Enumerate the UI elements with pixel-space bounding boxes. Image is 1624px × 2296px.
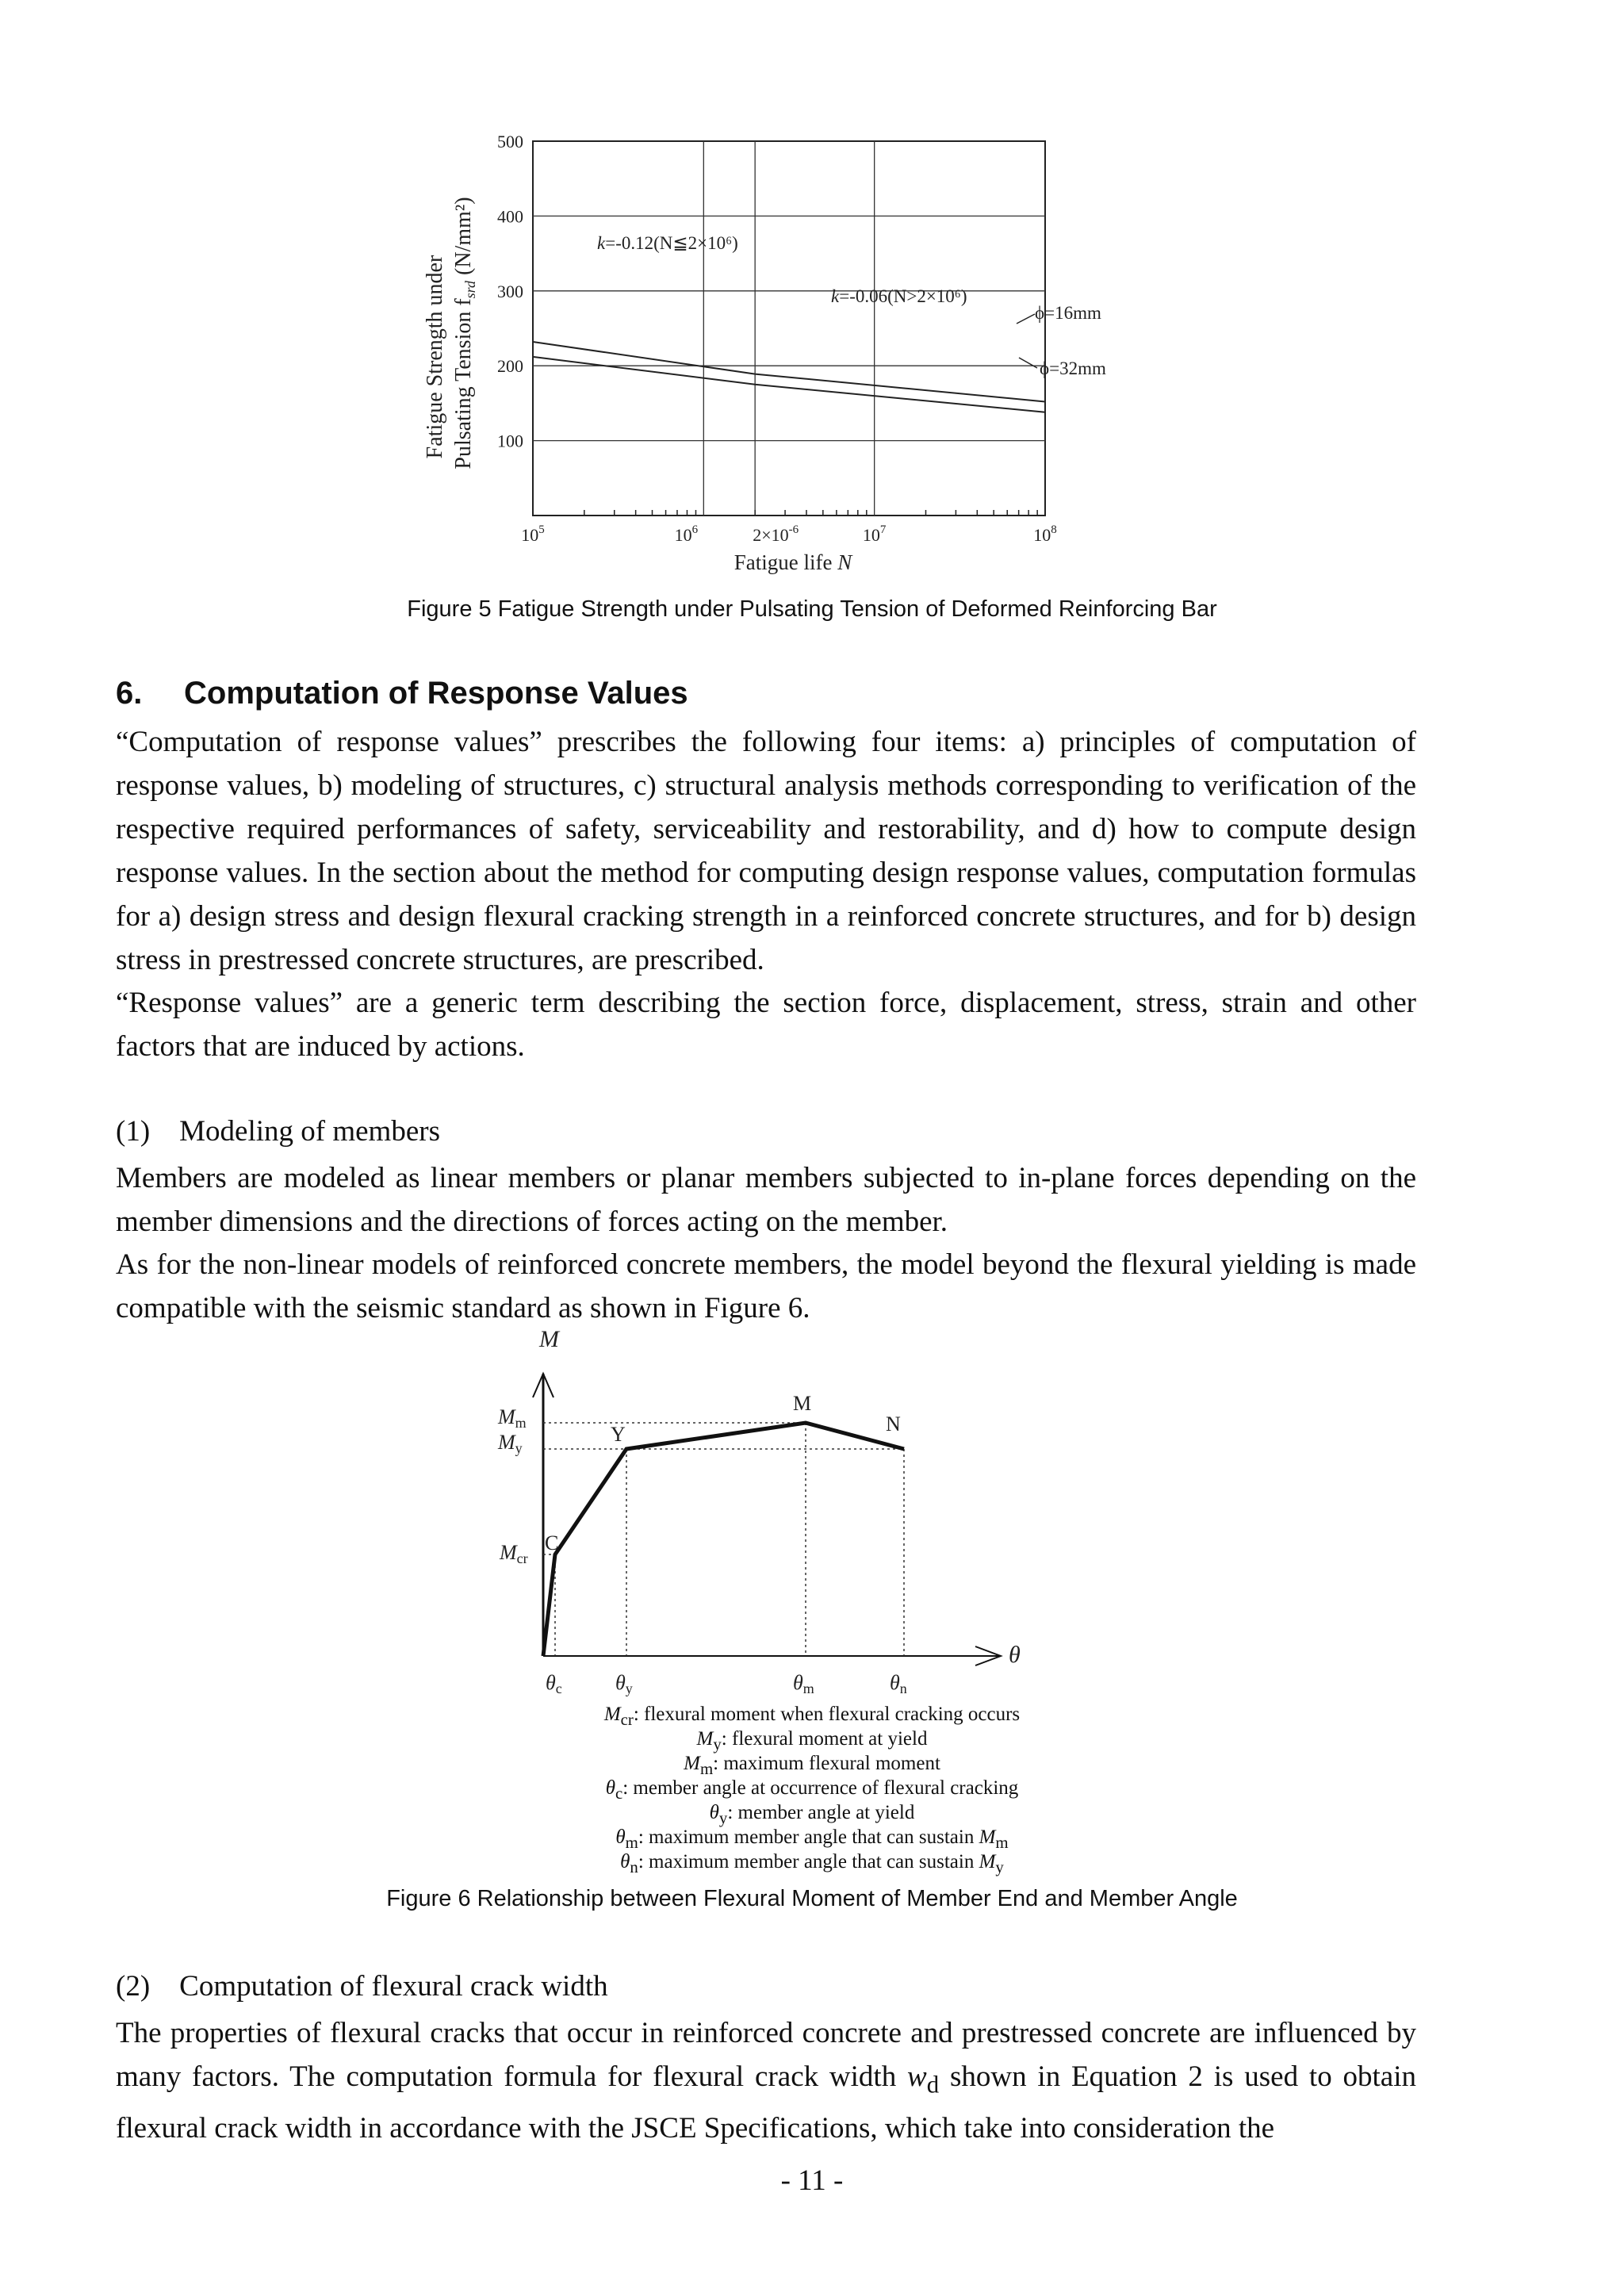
figure5-xtick-label: $10^5$ (521, 523, 545, 545)
figure5-xtick-label: $10^8$ (1033, 523, 1057, 545)
figure5-leader-32mm (1019, 358, 1037, 368)
figure5-ytick-label: 500 (497, 132, 523, 151)
figure6-point-c: C (545, 1531, 559, 1554)
figure6-label-my: My (498, 1431, 523, 1456)
figure6-label-mm: Mm (498, 1405, 527, 1431)
figure5-xtick-label: $10^6$ (674, 523, 699, 545)
figure6-skeleton-curve (543, 1423, 904, 1656)
section-heading: 6. Computation of Response Values (116, 676, 688, 711)
figure5-ylabel-line1: Fatigue Strength under (423, 255, 447, 459)
subsection-1-paragraph-2: As for the non-linear models of reinforced concrete members, the model beyond the flexural yielding is made compatible with the seismic standard as shown in Figure 6. (116, 1248, 1416, 1324)
figure5-label-32mm: ϕ=32mm (1040, 358, 1106, 378)
figure6-point-m: M (793, 1392, 812, 1415)
section-paragraph-2: “Response values” are a generic term describing the section force, displacement, stress, strain and other factors that are induced by actions. (116, 987, 1416, 1063)
figure5-series-line-16mm (533, 342, 1045, 402)
figure5-plot-frame (533, 141, 1045, 516)
figure5-ytick-label: 100 (497, 431, 523, 451)
legend-line-mcr: $M_{cr}$: flexural moment when flexural cracking occurs (603, 1704, 1021, 1729)
legend-line-thn: $\theta_n$: maximum member angle that can sustain $M_y$ (620, 1851, 1004, 1876)
subsection-2-title: (2) Computation of flexural crack width (116, 1970, 608, 2003)
figure5-ytick-label: 400 (497, 206, 523, 227)
figure6-point-n: N (886, 1412, 901, 1435)
section-paragraph-1: “Computation of response values” prescribes the following four items: a) principles of computation of response values, b) modeling of structures, c) structural analysis methods corresponding to verification of the respective required performances of safety, serviceability and restorability, and d) how to compute design response values. In the section about the method for computing design response values, computation formulas for a) design stress and design flexural cracking strength in a reinforced concrete structures, and for b) design stress in prestressed concrete structures, are prescribed. (116, 726, 1416, 976)
figure6-label-theta-m: θm (793, 1671, 814, 1696)
figure6-m-axis-label: M (539, 1326, 559, 1352)
figure6-label-theta-n: θn (890, 1671, 907, 1696)
legend-line-thc: $\theta_c$: member angle at occurrence of flexural cracking (605, 1777, 1019, 1803)
figure6-label-theta-y: θy (615, 1671, 633, 1696)
subsection-1-title: (1) Modeling of members (116, 1115, 440, 1148)
figure5-annotation-k006: k=-0.06(N>2×10⁶) (831, 286, 967, 306)
figure5-annotation-k012: k=-0.12(N≦2×10⁶) (597, 233, 738, 253)
figure6-guides (543, 1423, 904, 1656)
figure5-label-16mm: ϕ=16mm (1035, 303, 1101, 323)
figure6-label-theta-c: θc (546, 1671, 562, 1696)
figure5-xtick-label: $2\times 10^{-6}$ (753, 523, 799, 545)
figure5-ylabel-line2: Pulsating Tension $f_{srd}$ (N/mm²) (451, 197, 478, 470)
legend-line-my: $M_y$: flexural moment at yield (696, 1728, 928, 1754)
legend-line-mm: $M_m$: maximum flexural moment (684, 1753, 940, 1778)
page-number: - 11 - (780, 2164, 844, 2197)
legend-line-thm: $\theta_m$: maximum member angle that can sustain $M_m$ (615, 1826, 1009, 1852)
figure6-point-y: Y (611, 1423, 626, 1446)
figure5-series-line-32mm (533, 357, 1045, 412)
figure5-leader-16mm (1017, 314, 1035, 324)
figure5-xlabel: Fatigue life N (733, 550, 852, 574)
figure5-ytick-label: 200 (497, 356, 523, 377)
figure5-caption: Figure 5 Fatigue Strength under Pulsating Tension of Deformed Reinforcing Bar (407, 596, 1217, 622)
figure6-label-mcr: Mcr (500, 1541, 528, 1566)
figure5-ytick-label: 300 (497, 281, 523, 301)
figure5-xtick-label: $10^7$ (862, 523, 887, 545)
figure5-chart (396, 119, 1189, 587)
figure6-caption: Figure 6 Relationship between Flexural Moment of Member End and Member Angle (386, 1886, 1238, 1911)
subsection-2-paragraph: The properties of flexural cracks that occur in reinforced concrete and prestressed concrete are influenced by many factors. The computation formula for flexural crack width $w_d$ shown in Equation 2 is used to obtain flexural crack width in accordance with the JSCE Specifications, which take into consideration the (116, 2017, 1416, 2145)
figure6-chart (476, 1317, 1047, 1697)
legend-line-thy: $\theta_y$: member angle at yield (709, 1802, 915, 1827)
figure6-theta-axis-label: θ (1009, 1642, 1021, 1668)
subsection-1-paragraph-1: Members are modeled as linear members or planar members subjected to in-plane forces depending on the member dimensions and the directions of forces acting on the member. (116, 1162, 1416, 1238)
